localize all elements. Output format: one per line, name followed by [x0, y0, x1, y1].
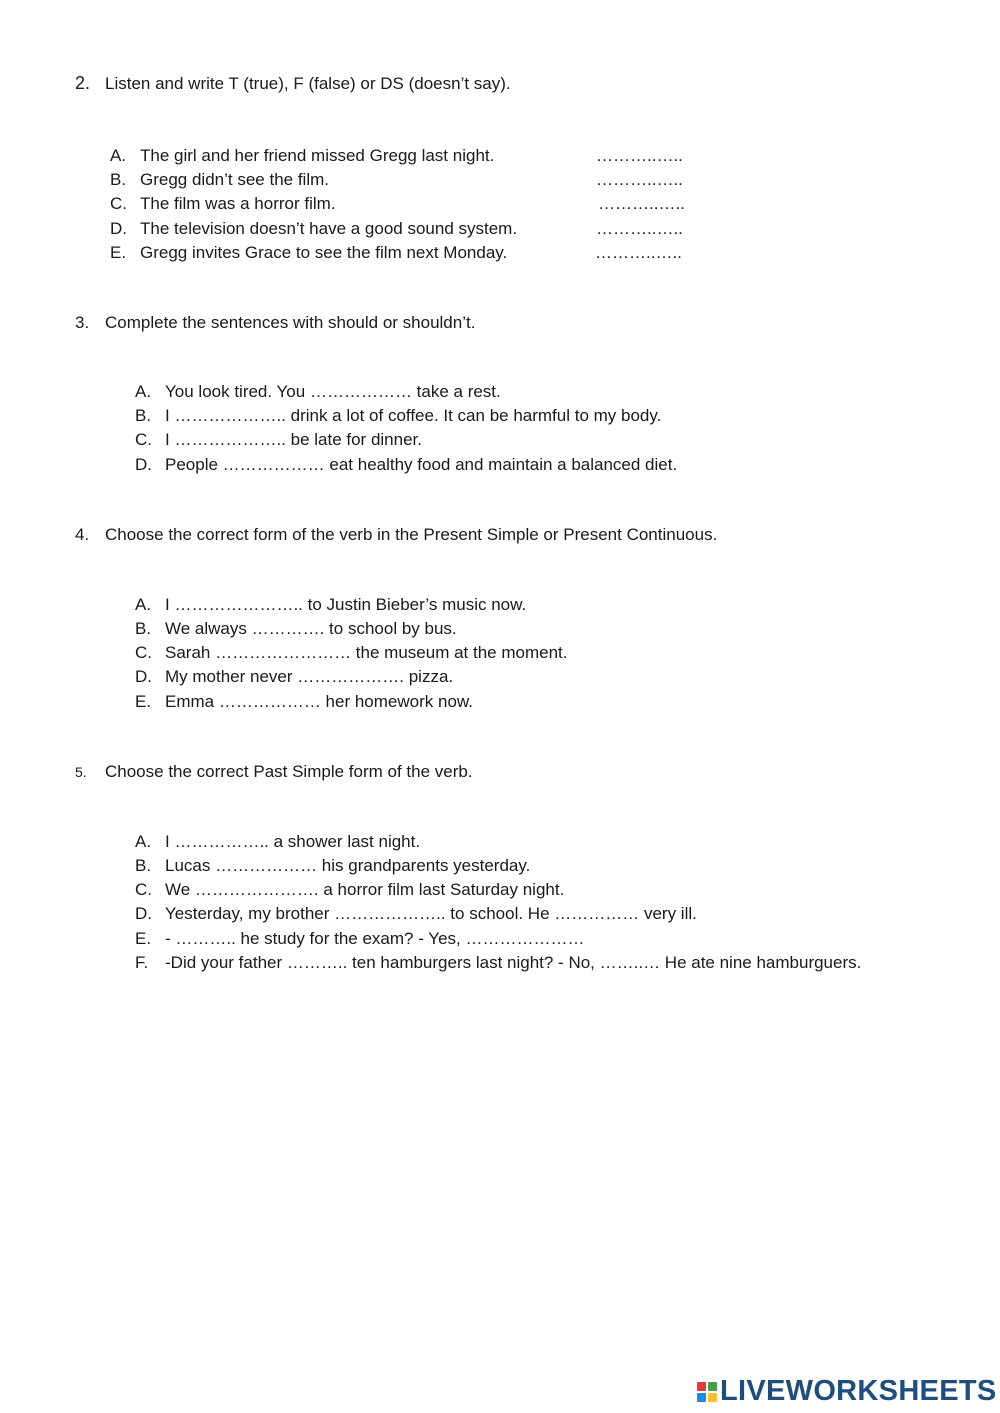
list-item: C. Sarah …………………… the museum at the moment.	[135, 643, 568, 662]
list-item: E. - ……….. he study for the exam? - Yes, …………………	[135, 929, 585, 948]
answer-blank[interactable]: ………..…..	[595, 243, 682, 262]
question-3-heading	[75, 313, 475, 333]
question-instruction: Choose the correct Past Simple form of the verb.	[105, 762, 473, 781]
list-item: D. People ……………… eat healthy food and maintain a balanced diet.	[135, 455, 678, 474]
question-instruction: Complete the sentences with should or shouldn’t.	[105, 313, 476, 332]
question-5-heading	[75, 762, 473, 782]
list-item: A. I …………….. a shower last night.	[135, 832, 421, 851]
list-item: A. The girl and her friend missed Gregg last night.	[110, 146, 495, 165]
list-item: A. You look tired. You ……………… take a rest.	[135, 382, 501, 401]
list-item: C. We …………………. a horror film last Saturday night.	[135, 880, 565, 899]
logo-square	[708, 1382, 717, 1391]
list-item: E. Gregg invites Grace to see the film next Monday.	[110, 243, 508, 262]
question-number: 5.	[75, 764, 87, 780]
logo-text: LIVEWORKSHEETS	[720, 1375, 997, 1407]
list-item: D. My mother never ………………. pizza.	[135, 667, 454, 686]
question-number: 3.	[75, 313, 90, 332]
answer-blank[interactable]: ………..…..	[598, 194, 685, 213]
answer-blank[interactable]: ………..…..	[596, 170, 683, 189]
logo-square	[708, 1393, 717, 1402]
list-item: B. Lucas ……………… his grandparents yesterday.	[135, 856, 531, 875]
question-number: 4.	[75, 525, 90, 544]
list-item: D. The television doesn’t have a good sound system.	[110, 219, 518, 238]
list-item: C. I ……………….. be late for dinner.	[135, 430, 422, 449]
list-item: F. -Did your father ……….. ten hamburgers last night? - No, ……..… He ate nine hamburguers.	[135, 953, 862, 972]
list-item: B. Gregg didn’t see the film.	[110, 170, 329, 189]
list-item: B. We always …………. to school by bus.	[135, 619, 457, 638]
logo-icon	[697, 1382, 717, 1402]
list-item: B. I ……………….. drink a lot of coffee. It can be harmful to my body.	[135, 406, 662, 425]
list-item: E. Emma ……………… her homework now.	[135, 692, 473, 711]
liveworksheets-logo[interactable]	[697, 1377, 997, 1406]
answer-blank[interactable]: ………..…..	[596, 146, 683, 165]
answer-blank[interactable]: ………..…..	[596, 219, 683, 238]
logo-square	[697, 1382, 706, 1391]
list-item: A. I ………………….. to Justin Bieber’s music now.	[135, 595, 527, 614]
list-item: C. The film was a horror film.	[110, 194, 336, 213]
question-4-heading	[75, 525, 717, 545]
logo-square	[697, 1393, 706, 1402]
question-instruction: Listen and write T (true), F (false) or DS (doesn’t say).	[105, 74, 511, 93]
question-2-heading	[75, 73, 511, 94]
list-item: D. Yesterday, my brother ……………….. to school. He …………… very ill.	[135, 904, 697, 923]
question-number: 2.	[75, 73, 91, 93]
question-instruction: Choose the correct form of the verb in the Present Simple or Present Continuous.	[105, 525, 718, 544]
